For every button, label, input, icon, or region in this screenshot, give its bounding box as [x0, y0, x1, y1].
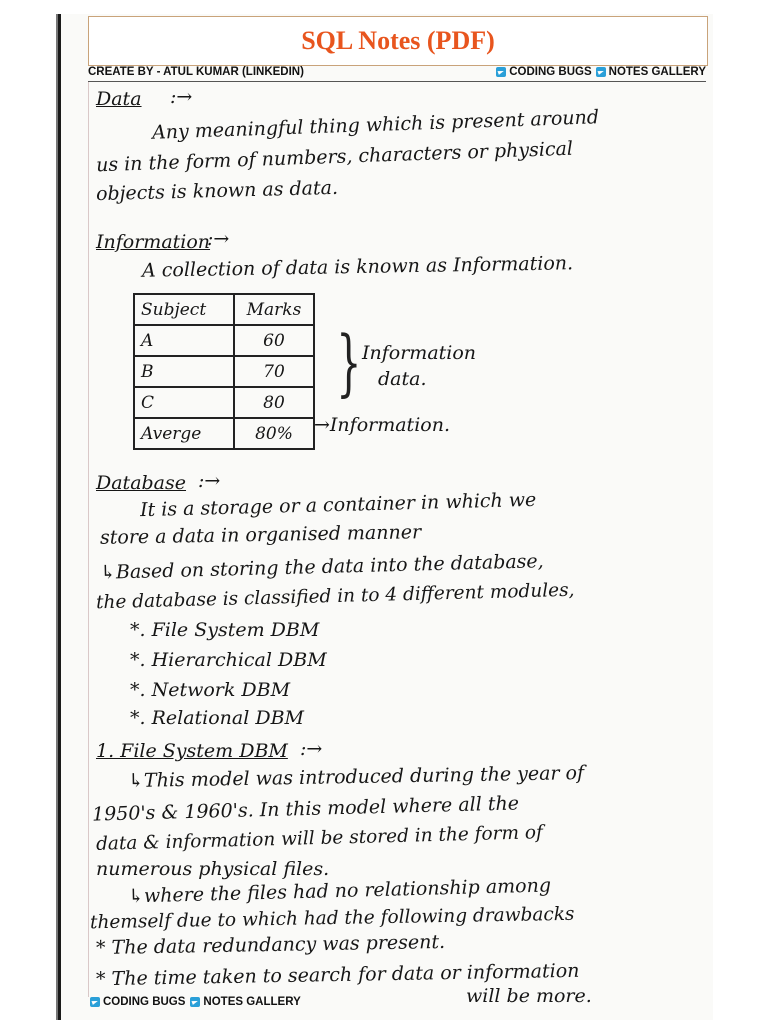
title-bar: [88, 16, 708, 66]
author-credit: CREATE BY - ATUL KUMAR (LINKEDIN): [88, 66, 304, 78]
module-item: *. Hierarchical DBM: [130, 649, 327, 671]
brand-notes-gallery: NOTES GALLERY: [190, 996, 300, 1008]
database-line-3: ↳Based on storing the data into the database,: [99, 550, 544, 584]
module-item: *. Relational DBM: [130, 707, 305, 729]
file-system-line-9: will be more.: [466, 985, 592, 1007]
table-cell: A: [134, 325, 234, 356]
average-label: →Information.: [314, 414, 450, 436]
heading-arrow: :→: [300, 738, 323, 760]
table-cell: C: [134, 387, 234, 418]
table-header: Subject: [134, 294, 234, 325]
brand-coding-bugs: CODING BUGS: [90, 996, 185, 1008]
file-system-line-8: * The time taken to search for data or information: [95, 959, 580, 991]
brand-coding-bugs: CODING BUGS: [496, 66, 591, 78]
table-cell: 70: [234, 356, 314, 387]
file-system-line-7: * The data redundancy was present.: [95, 930, 446, 960]
data-line-2: us in the form of numbers, characters or physical: [95, 137, 574, 177]
margin-line: [88, 82, 89, 997]
heading-arrow: :→: [207, 228, 230, 250]
file-system-heading: 1. File System DBM: [96, 740, 288, 762]
table-row: [134, 387, 314, 418]
heading-arrow: :→: [198, 470, 221, 492]
telegram-icon: [496, 67, 506, 77]
brand-group: [496, 66, 706, 78]
telegram-icon: [596, 67, 606, 77]
telegram-icon: [90, 997, 100, 1007]
telegram-icon: [190, 997, 200, 1007]
database-heading: Database: [96, 472, 187, 494]
brace-label-1: Information: [362, 342, 477, 364]
database-line-2: store a data in organised manner: [99, 521, 422, 549]
module-item: *. Network DBM: [130, 679, 291, 701]
database-line-4: the database is classified in to 4 different modules,: [95, 579, 575, 614]
file-system-line-1: ↳This model was introduced during the year of: [127, 762, 585, 792]
data-heading: Data: [96, 88, 142, 110]
table-cell: 80%: [234, 418, 314, 449]
data-line-1: Any meaningful thing which is present around: [151, 106, 600, 144]
file-system-line-4: numerous physical files.: [96, 858, 330, 880]
footer: [90, 996, 301, 1008]
file-system-line-5: ↳where the files had no relationship among: [127, 874, 552, 908]
file-system-line-3: data & information will be stored in the form of: [95, 822, 544, 855]
credit-bar: [88, 63, 706, 82]
module-item: *. File System DBM: [130, 619, 320, 641]
data-line-3: objects is known as data.: [95, 176, 339, 206]
file-system-line-6: themself due to which had the following drawbacks: [89, 903, 575, 934]
table-cell: B: [134, 356, 234, 387]
table-cell: 60: [234, 325, 314, 356]
table-cell: Averge: [134, 418, 234, 449]
table-row: [134, 356, 314, 387]
heading-arrow: :→: [170, 86, 193, 108]
marks-table: [133, 293, 315, 450]
database-line-1: It is a storage or a container in which we: [139, 488, 537, 522]
file-system-line-2: 1950's & 1960's. In this model where all the: [91, 792, 520, 826]
curly-brace-icon: }: [336, 320, 362, 404]
brand-notes-gallery: NOTES GALLERY: [596, 66, 706, 78]
information-heading: Information: [96, 231, 211, 253]
brace-label-2: data.: [378, 368, 427, 390]
page-title: SQL Notes (PDF): [301, 26, 495, 55]
information-line: A collection of data is known as Information.: [141, 252, 574, 282]
table-cell: 80: [234, 387, 314, 418]
table-row: [134, 418, 314, 449]
table-header: Marks: [234, 294, 314, 325]
table-header-row: [134, 294, 314, 325]
table-row: [134, 325, 314, 356]
